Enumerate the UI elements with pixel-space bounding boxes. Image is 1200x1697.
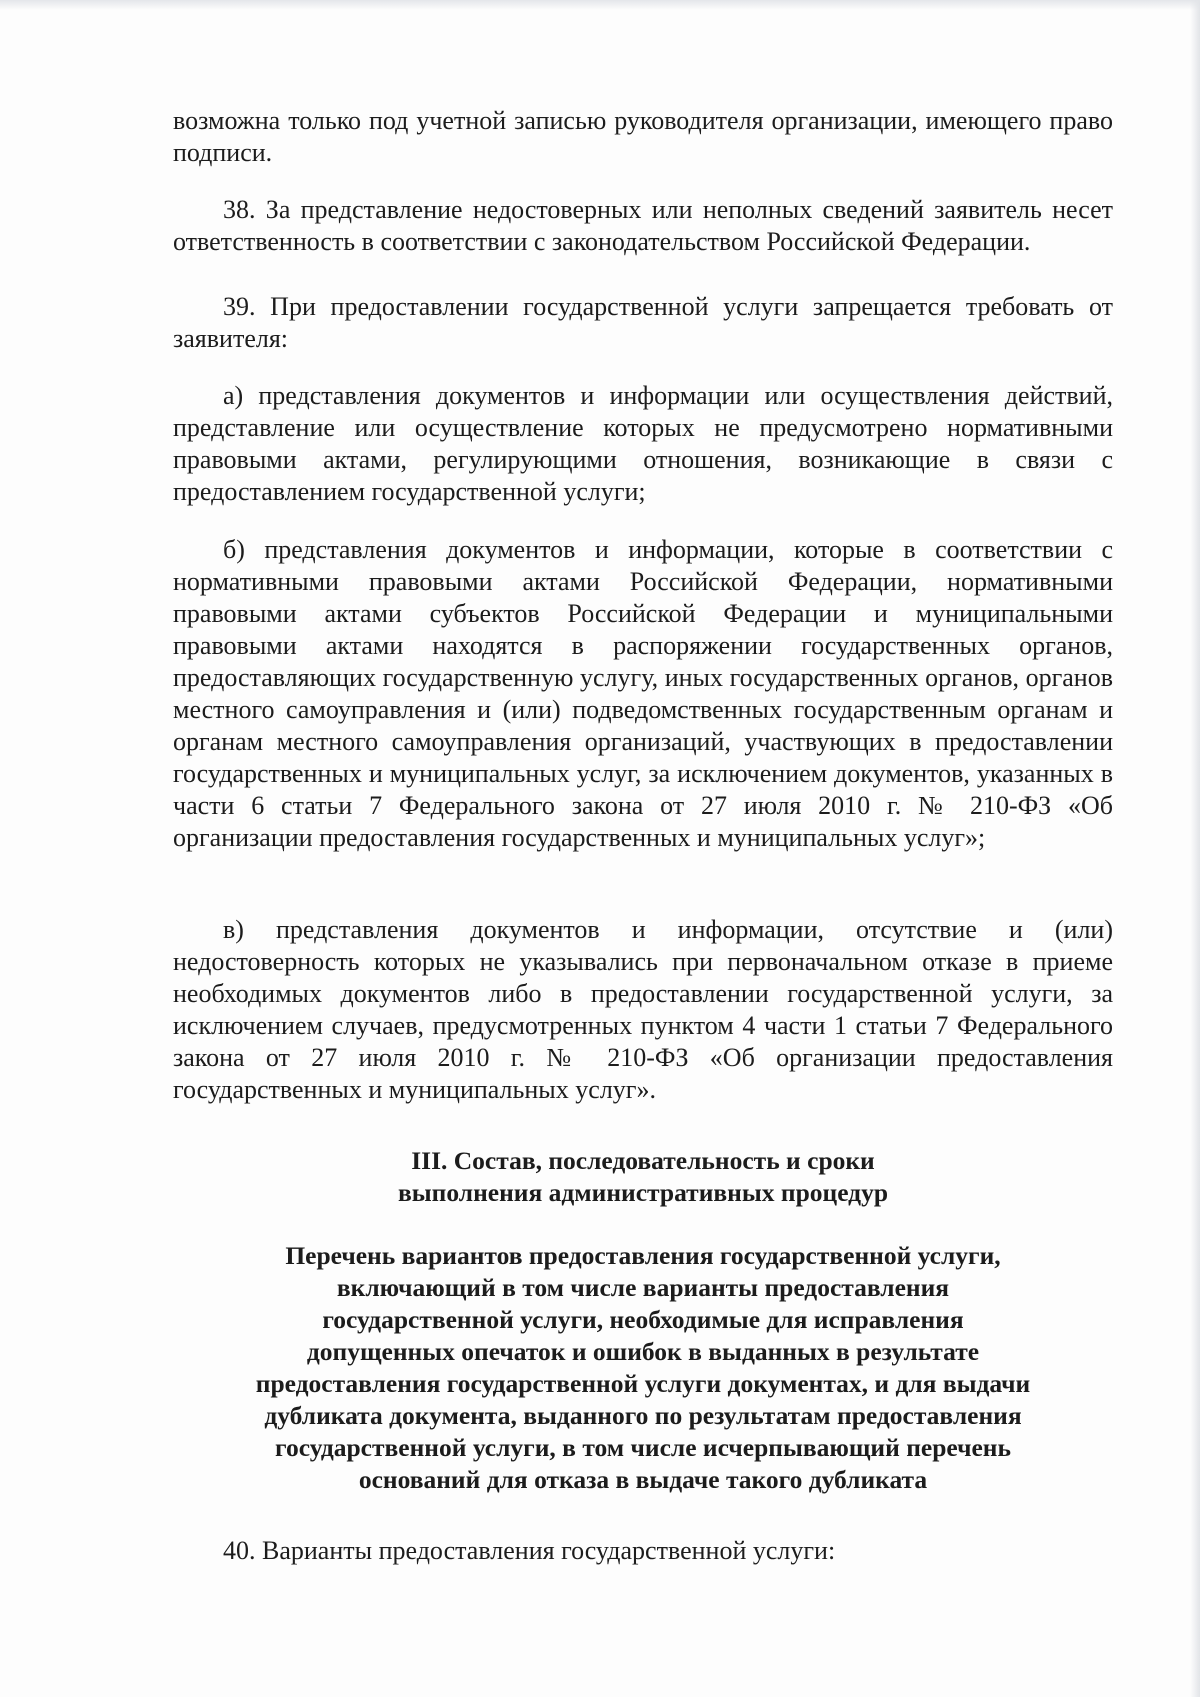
subsection-heading [173,1240,1113,1496]
paragraph-item-b: б) представления документов и информации, которые в соответствии с нормативными правовыми актами Российской Федерации, нормативными правовыми актами субъектов Российской Федерации и муниципальными правовыми актами находятся в распоряжении государственных органов, предоставляющих государственную услугу, иных государственных органов, органов местного самоуправления и (или) подведомственных государственным органам и органам местного самоуправления организаций, участвующих в предоставлении государственных и муниципальных услуг, за исключением документов, указанных в части 6 статьи 7 Федерального закона от 27 июля 2010 г. № 210-ФЗ «Об организации предоставления государственных и муниципальных услуг»; [173,535,1113,852]
paragraph-item-v: в) представления документов и информации, отсутствие и (или) недостоверность которых не указывались при первоначальном отказе в приеме необходимых документов либо в предоставлении государственной услуги, за исключением случаев, предусмотренных пунктом 4 части 1 статьи 7 Федерального закона от 27 июля 2010 г. № 210-ФЗ «Об организации предоставления государственных и муниципальных услуг». [173,915,1113,1104]
section-heading [173,1145,1113,1209]
paragraph-38: 38. За представление недостоверных или неполных сведений заявитель несет ответственность в соответствии с законодательством Российской Федерации. [173,195,1113,256]
subsection-heading-line-2: включающий в том числе варианты предоставления [336,1273,950,1302]
section-heading-line-2: выполнения административных процедур [397,1178,889,1207]
paragraph-39: 39. При предоставлении государственной услуги запрещается требовать от заявителя: [173,292,1113,353]
scan-edge-top [0,0,1200,10]
subsection-heading-line-7: государственной услуги, в том числе исчерпывающий перечень [275,1433,1011,1462]
subsection-heading-line-5: предоставления государственной услуги документах, и для выдачи [255,1369,1031,1398]
paragraph-40: 40. Варианты предоставления государственной услуги: [223,1536,836,1565]
subsection-heading-line-1: Перечень вариантов предоставления государственной услуги, [285,1241,1001,1270]
paragraph-continuation: возможна только под учетной записью руководителя организации, имеющего право подписи. [173,106,1113,167]
paragraph-item-a: а) представления документов и информации или осуществления действий, представление или осуществление которых не предусмотрено нормативными правовыми актами, регулирующими отношения, возникающие в связи с предоставлением государственной услуги; [173,381,1113,506]
subsection-heading-line-3: государственной услуги, необходимые для исправления [322,1305,964,1334]
section-heading-line-1: III. Состав, последовательность и сроки [411,1146,875,1175]
subsection-heading-line-8: оснований для отказа в выдаче такого дубликата [358,1465,928,1494]
scan-edge-right [1190,0,1200,1697]
subsection-heading-line-4: допущенных опечаток и ошибок в выданных в результате [306,1337,980,1366]
subsection-heading-line-6: дубликата документа, выданного по результатам предоставления [264,1401,1022,1430]
